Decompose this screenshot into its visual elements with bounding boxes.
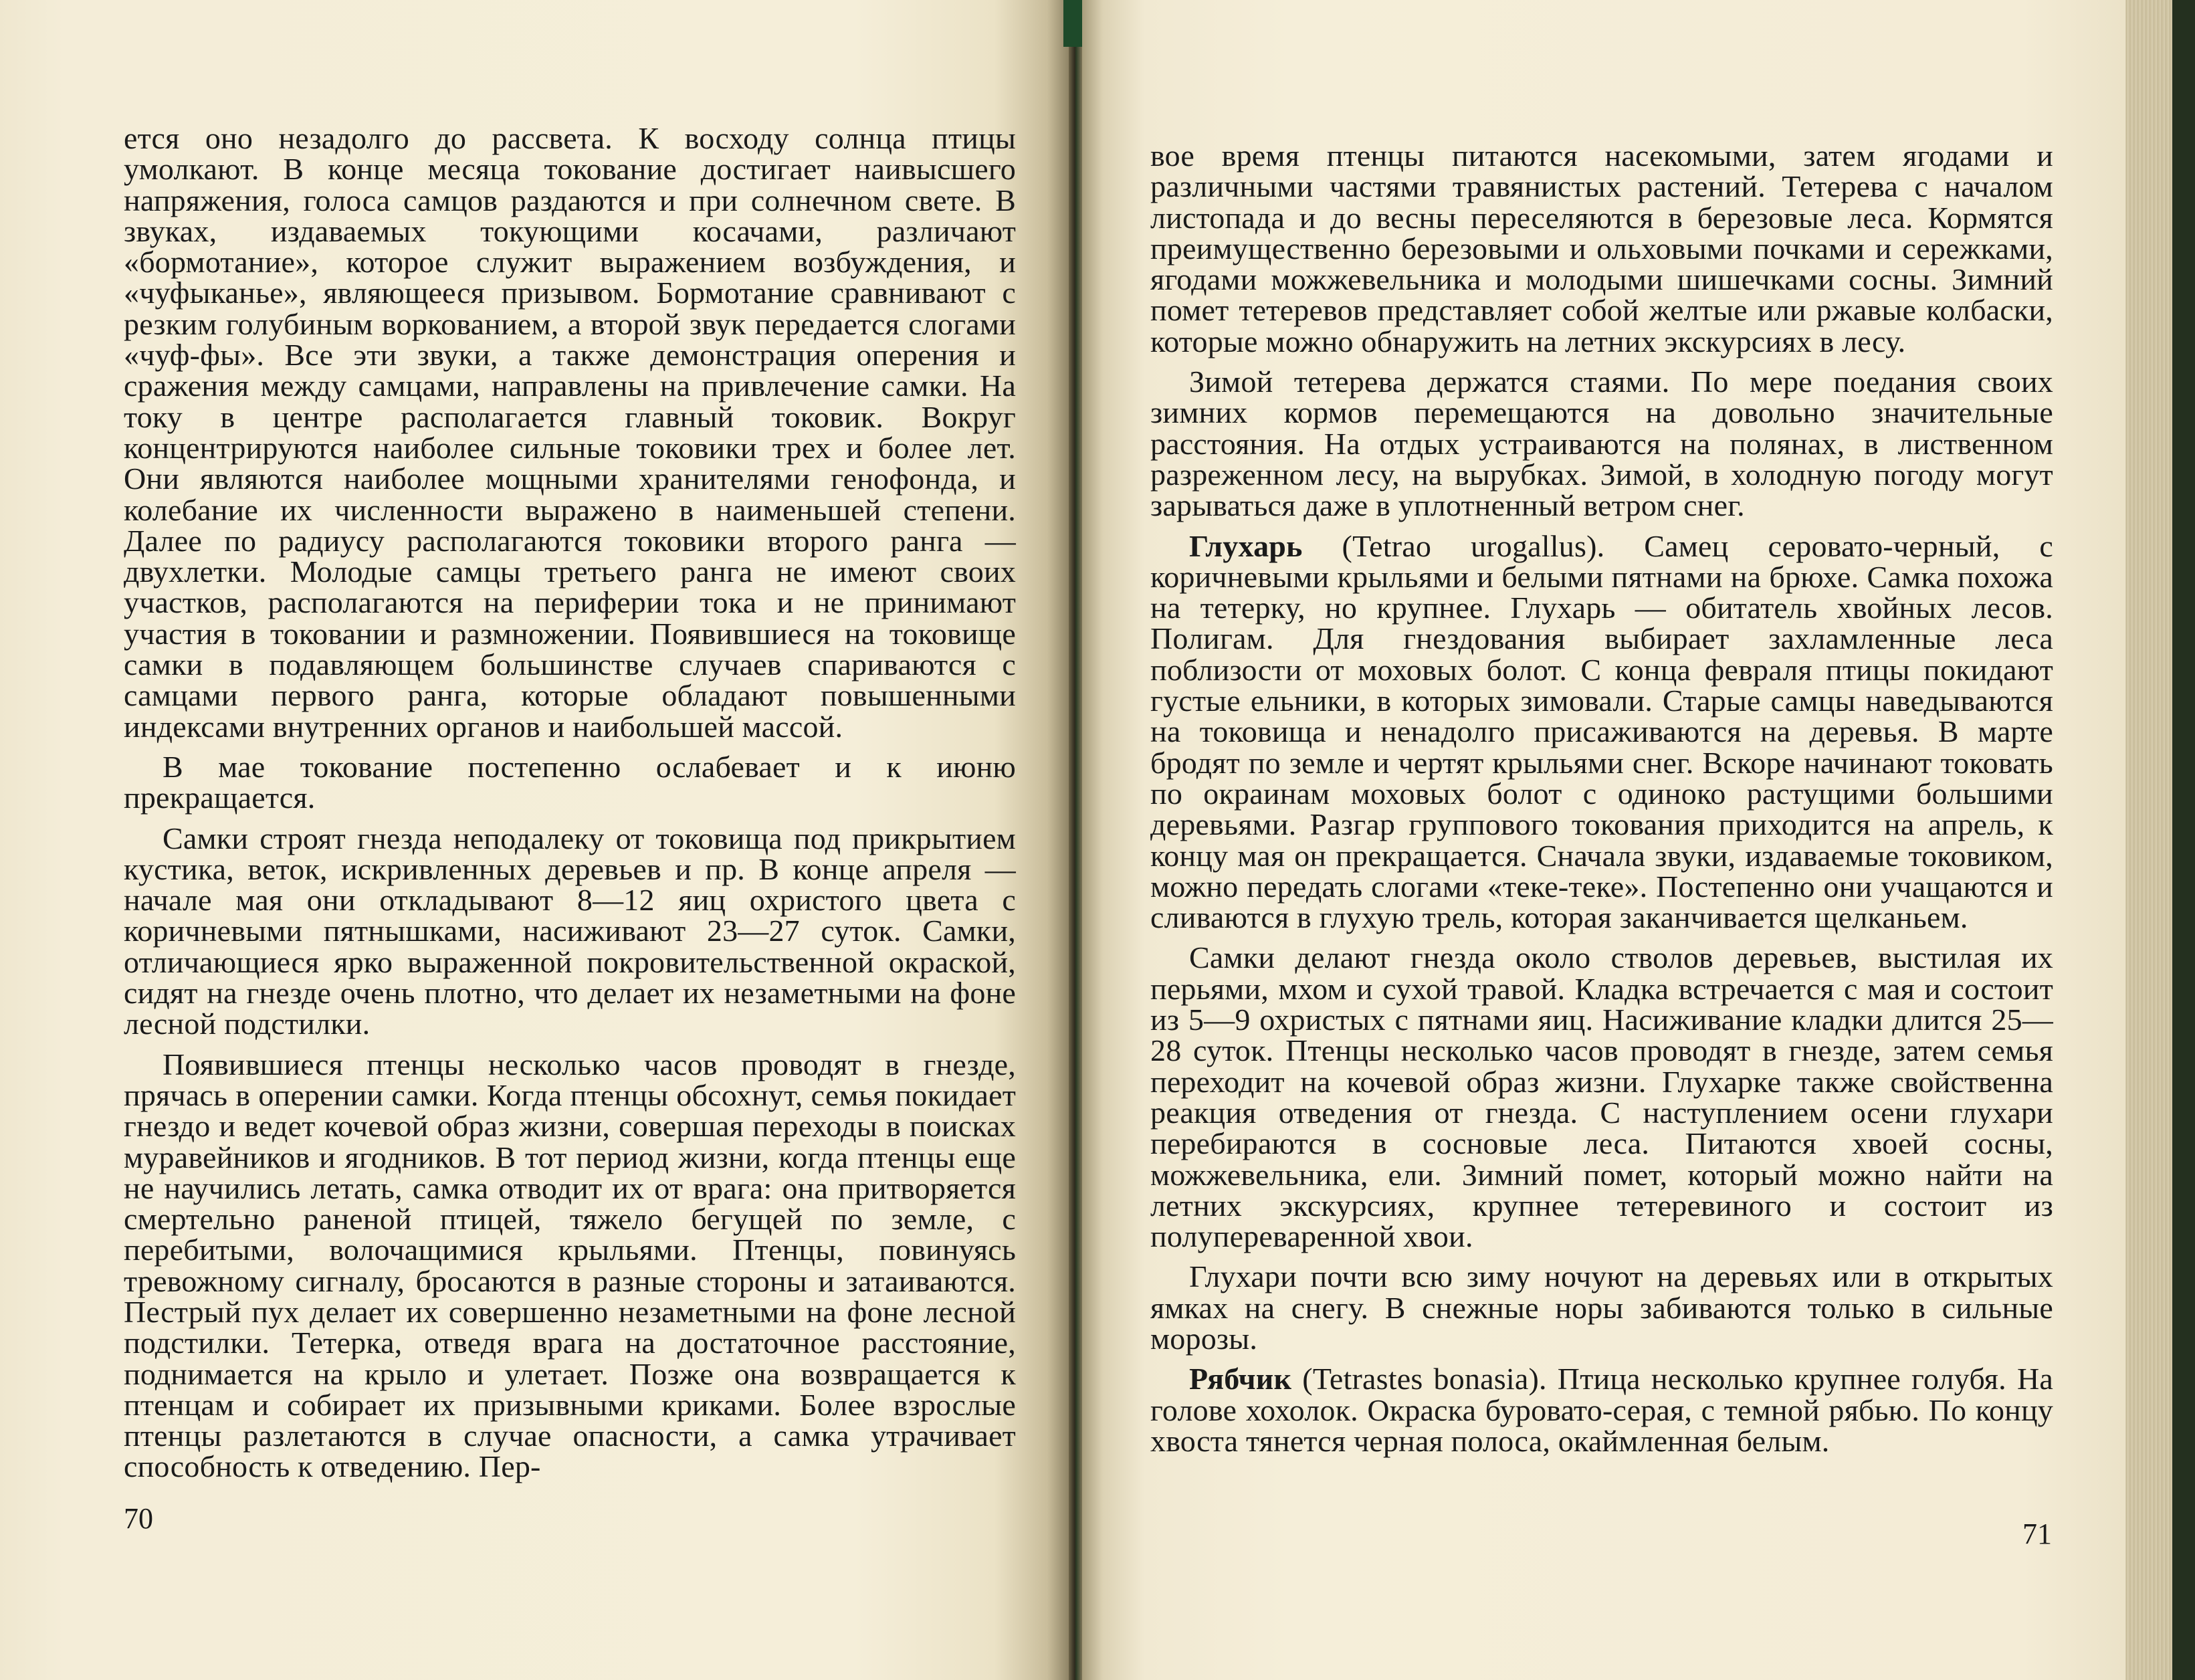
paragraph: вое время птенцы питаются насекомыми, затем ягодами и различными частями травянистых растений. Тетерева с началом листопада и до весны переселяются в березовые леса. Кормятся преимущественно березовыми и ольховыми почками и сережками, ягодами можжевельника и молодыми шишечками сосны. Зимний помет тетеревов представляет собой желтые или ржавые колбаски, которые можно обнаружить на летних экскурсиях в лесу. (1150, 138, 2053, 358)
paragraph: Глухари почти всю зиму ночуют на деревьях или в открытых ямках на снегу. В снежные норы забиваются только в сильные морозы. (1150, 1259, 2053, 1356)
paragraph: В мае токование постепенно ослабевает и к июню прекращается. (124, 749, 1016, 815)
left-page-text (124, 123, 1016, 1492)
paragraph: ется оно незадолго до рассвета. К восходу солнца птицы умолкают. В конце месяца токование достигает наивысшего напряжения, голоса самцов раздаются и при солнечном свете. В звуках, издаваемых токующими косачами, различают «бормотание», которое служит выражением возбуждения, и «чуфыканье», являющееся призывом. Бормотание сравнивают с резким голубиным воркованием, а второй звук передается слогами «чуф-фы». Все эти звуки, а также демонстрация оперения и сражения между самцами, направлены на привлечение самки. На току в центре располагается главный токовик. Вокруг концентрируются наиболее сильные токовики трех и более лет. Они являются наиболее мощными хранителями генофонда, и колебание их численности выражено в наименьшей степени. Далее по радиусу располагаются токовики второго ранга — двухлетки. Молодые самцы третьего ранга не имеют своих участков, располагаются на периферии тока и не принимают участия в токовании и размножении. Появившиеся на токовище самки в подавляющем большинстве случаев спариваются с самцами первого ранга, которые обладают повышенными индексами внутренних органов и наибольшей массой. (124, 121, 1016, 744)
right-page (1082, 0, 2125, 1680)
book-gutter (1069, 0, 1082, 1680)
species-paragraph-hazel-grouse (1150, 1364, 2053, 1457)
page-edges (2125, 0, 2195, 1680)
paragraph: Самки строят гнезда неподалеку от токовища под прикрытием кустика, веток, искривленных деревьев и пр. В конце апреля — начале мая они откладывают 8—12 яиц охристого цвета с коричневыми пятнышками, насиживают 23—27 суток. Самки, отличающиеся ярко выраженной покровительственной окраской, сидят на гнезде очень плотно, что делает их незаметными на фоне лесной подстилки. (124, 821, 1016, 1041)
species-term: Рябчик (1189, 1362, 1292, 1396)
species-paragraph-capercaillie (1150, 528, 2053, 935)
page-number: 70 (124, 1502, 153, 1535)
left-page (0, 0, 1069, 1680)
page-number: 71 (2022, 1517, 2052, 1550)
species-description: (Tetrao urogallus). Самец серовато-черный, с коричневыми крыльями и белыми пятнами на брюхе. Самка похожа на тетерку, но крупнее. Глухарь — обитатель хвойных лесов. Полигам. Для гнездования выбирает захламленные леса поблизости от моховых болот. С конца февраля птицы покидают густые ельники, в которых зимовали. Старые самцы наведываются на токовища и ненадолго присаживаются на деревья. В марте бродят по земле и чертят крыльями снег. Вскоре начинают токовать по окраинам моховых болот с одиноко растущими большими деревьями. Разгар группового токования приходится на апрель, к концу мая он прекращается. Сначала звуки, издаваемые токовиком, можно передать слогами «теке-теке». Постепенно они учащаются и сливаются в глухую трель, которая заканчивается щелканьем. (1150, 528, 2053, 935)
right-page-text (1150, 140, 2053, 1466)
species-description: (Tetrastes bonasia). Птица несколько крупнее голубя. На голове хохолок. Окраска буровато-серая, с темной рябью. По концу хвоста тянется черная полоса, окаймленная белым. (1150, 1362, 2053, 1458)
paragraph: Появившиеся птенцы несколько часов проводят в гнезде, прячась в оперении самки. Когда птенцы обсохнут, семья покидает гнездо и ведет кочевой образ жизни, совершая переходы в поисках муравейников и ягодников. В тот период жизни, когда птенцы еще не научились летать, самка отводит их от врага: она притворяется смертельно раненой птицей, тяжело бегущей по земле, с перебитыми, волочащимися крыльями. Птенцы, повинуясь тревожному сигналу, бросаются в разные стороны и затаиваются. Пестрый пух делает их совершенно незаметными на фоне лесной подстилки. Тетерка, отведя врага на достаточное расстояние, поднимается на крыло и улетает. Позже она возвращается к птенцам и собирает их призывными криками. Более взрослые птенцы разлетаются в случае опасности, а самка утрачивает способность к отведению. Пер- (124, 1047, 1016, 1484)
paragraph: Самки делают гнезда около стволов деревьев, выстилая их перьями, мхом и сухой травой. Кладка встречается с мая и состоит из 5—9 охристых с пятнами яиц. Насиживание кладки длится 25—28 суток. Птенцы несколько часов проводят в гнезде, затем семья переходит на кочевой образ жизни. Глухарке также свойственна реакция отведения от гнезда. С наступлением осени глухари перебираются в сосновые леса. Питаются хвоей сосны, можжевельника, ели. Зимний помет, который можно найти на летних экскурсиях, крупнее тетеревиного и состоит из полупереваренной хвои. (1150, 940, 2053, 1254)
paragraph: Зимой тетерева держатся стаями. По мере поедания своих зимних кормов перемещаются на довольно значительные расстояния. На отдых устраиваются на полянах, в лиственном разреженном лесу, на вырубках. Зимой, в холодную погоду могут зарываться даже в уплотненный ветром снег. (1150, 364, 2053, 523)
species-term: Глухарь (1189, 528, 1303, 563)
